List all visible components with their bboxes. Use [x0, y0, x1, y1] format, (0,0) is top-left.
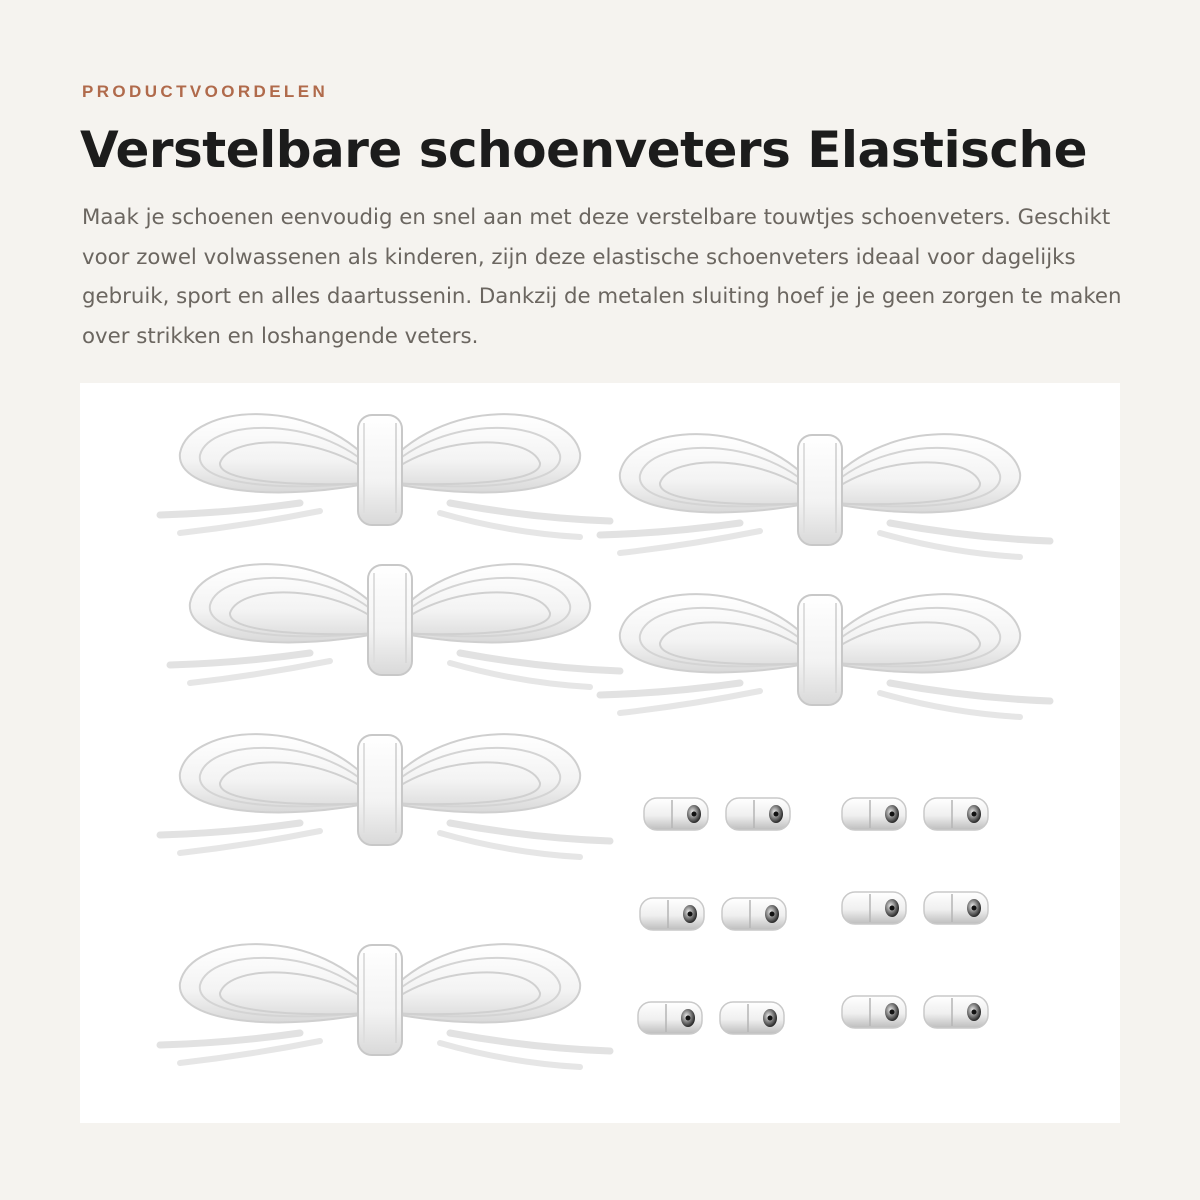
- lock-clip: [638, 1002, 702, 1034]
- lock-clip: [640, 898, 704, 930]
- lock-clip: [924, 892, 988, 924]
- lace-bundles: [160, 414, 1050, 1067]
- lock-clip: [726, 798, 790, 830]
- lock-clips: [638, 798, 988, 1034]
- lace-bundle: [170, 564, 620, 687]
- lace-bundle: [600, 434, 1050, 557]
- product-illustration: [80, 383, 1120, 1123]
- lock-clip: [722, 898, 786, 930]
- lock-clip: [924, 798, 988, 830]
- lace-bundle: [160, 734, 610, 857]
- lace-bundle: [600, 594, 1050, 717]
- lock-clip: [842, 798, 906, 830]
- section-eyebrow: PRODUCTVOORDELEN: [82, 82, 329, 101]
- product-image: [80, 383, 1120, 1123]
- lace-bundle: [160, 414, 610, 537]
- lock-clip: [842, 996, 906, 1028]
- lock-clip: [842, 892, 906, 924]
- page-title: Verstelbare schoenveters Elastische: [80, 121, 1087, 179]
- lock-clip: [644, 798, 708, 830]
- lock-clip: [924, 996, 988, 1028]
- lace-bundle: [160, 944, 610, 1067]
- product-description: Maak je schoenen eenvoudig en snel aan met deze verstelbare touwtjes schoenveters. Geschikt voor zowel volwassenen als kinderen, zijn deze elastische schoenveters ideaal voor dagelijks gebruik, sport en alles daartussenin. Dankzij de metalen sluiting hoef je je geen zorgen te maken over strikken en loshangende veters.: [82, 205, 1122, 349]
- lock-clip: [720, 1002, 784, 1034]
